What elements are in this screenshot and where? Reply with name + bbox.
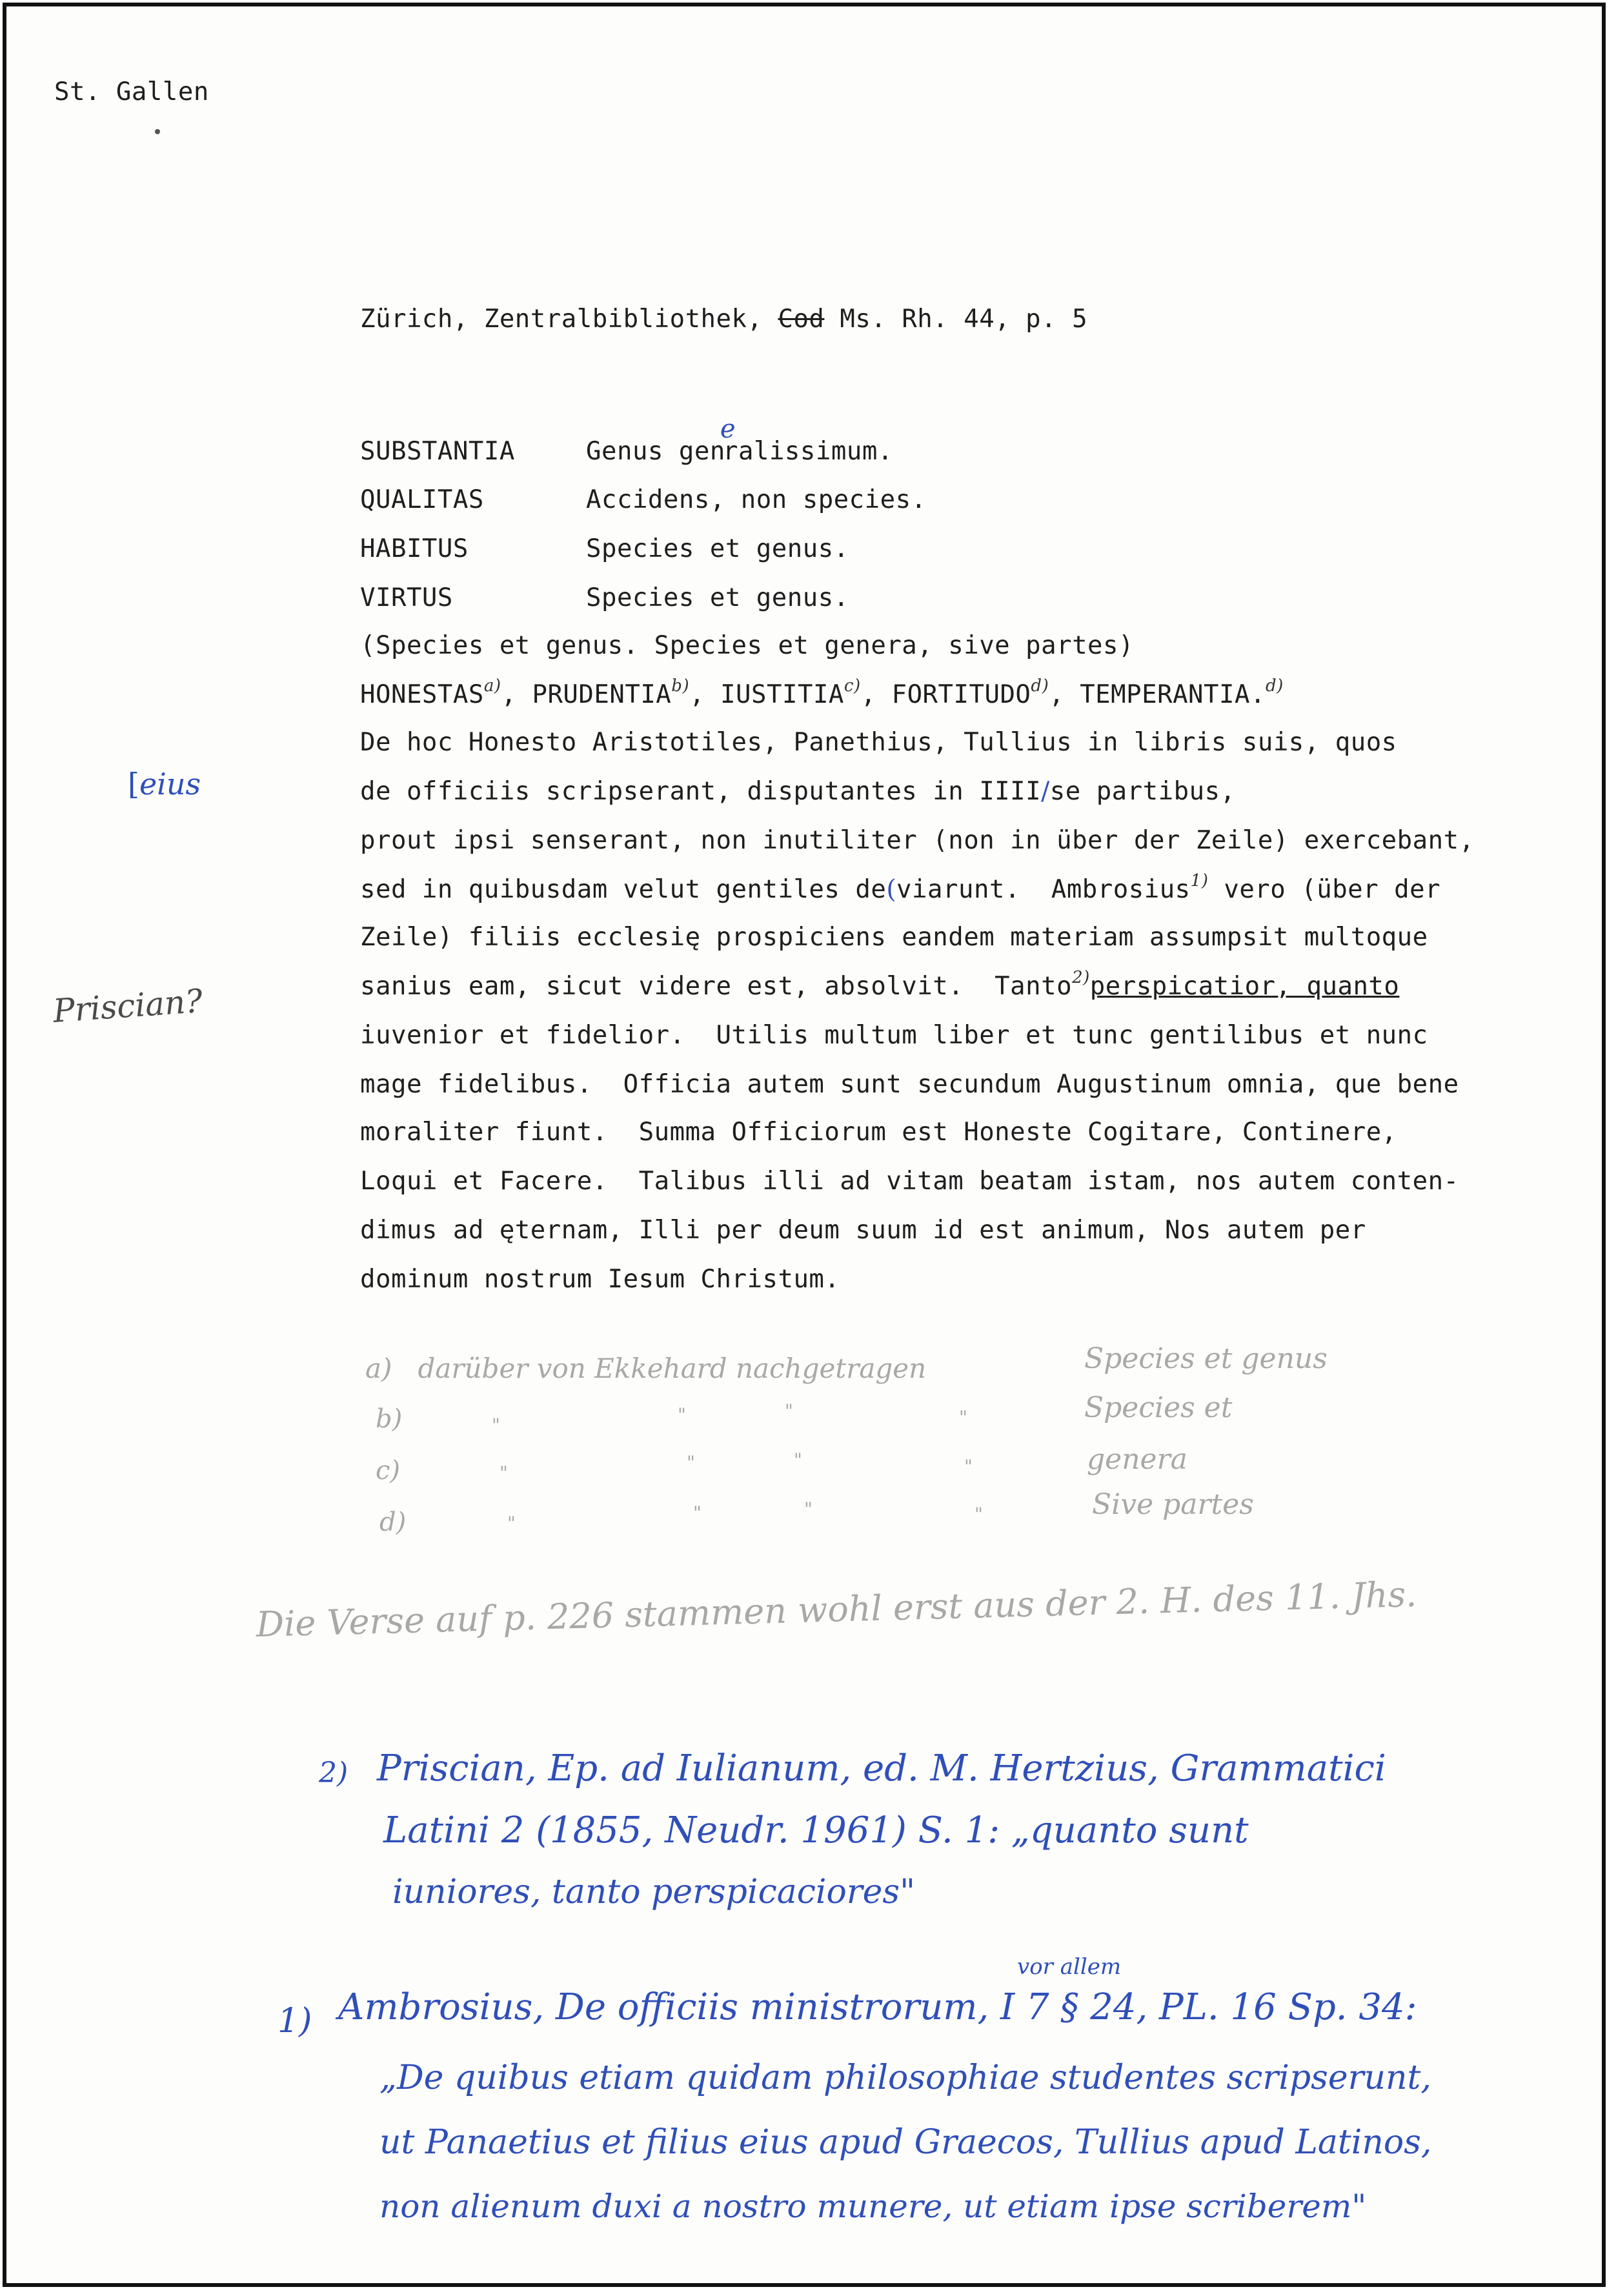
footnote-1-line: Ambrosius, De officiis ministrorum, I 7 § 24, PL. 16 Sp. 34: <box>338 1986 1417 2028</box>
ditto-mark: " <box>500 1462 508 1484</box>
correction-mark: e <box>720 414 736 444</box>
pencil-note-d: d) <box>379 1507 407 1537</box>
pencil-value-a: Species et genus <box>1084 1342 1328 1375</box>
pencil-note-b: b) <box>376 1404 403 1434</box>
parenthetical-line: (Species et genus. Species et genera, sive partes) <box>360 631 1134 660</box>
footnote-2-line: Latini 2 (1855, Neudr. 1961) S. 1: „quanto sunt <box>383 1809 1249 1851</box>
footnote-2-line: iuniores, tanto perspicaciores" <box>392 1873 915 1911</box>
ditto-mark: " <box>964 1456 973 1477</box>
footnote-1-label: 1) <box>278 2002 312 2040</box>
body-line: de officiis scripserant, disputantes in IIII/se partibus, <box>360 777 1236 806</box>
body-line: dominum nostrum Iesum Christum. <box>360 1265 840 1294</box>
body-line: prout ipsi senserant, non inutiliter (non in über der Zeile) exercebant, <box>360 826 1475 855</box>
margin-note-priscian: Priscian? <box>52 982 204 1031</box>
pencil-note-a: a) darüber von Ekkehard nachgetragen <box>365 1353 927 1384</box>
ditto-mark: " <box>693 1502 702 1524</box>
body-line: sanius eam, sicut videre est, absolvit. Tanto$^{2)}$perspicatior, quanto <box>360 968 1400 1001</box>
library-label: St. Gallen <box>54 77 209 106</box>
ditto-mark: " <box>492 1415 500 1436</box>
category-row: SUBSTANTIA Genus generalissimum. <box>360 414 893 466</box>
body-line: Zeile) filiis ecclesię prospiciens eandem materiam assumpsit multoque <box>360 923 1428 952</box>
category-row: HABITUS Species et genus. <box>360 534 849 563</box>
ditto-mark: " <box>959 1407 967 1428</box>
virtues-line: HONESTAS$^{a)}$, PRUDENTIA$^{b)}$, IUSTITIA$^{c)}$, FORTITUDO$^{d)}$, TEMPERANTIA.$^{d)}$ <box>360 676 1284 709</box>
body-line: dimus ad ęternam, Illi per deum suum id est animum, Nos autem per <box>360 1216 1366 1245</box>
margin-note-eius: [eius <box>128 767 201 801</box>
pencil-note-c: c) <box>376 1456 401 1485</box>
category-row: QUALITAS Accidens, non species. <box>360 485 927 514</box>
pencil-verse-note: Die Verse auf p. 226 stammen wohl erst aus der 2. H. des 11. Jhs. <box>256 1573 1418 1645</box>
footnote-2-line: Priscian, Ep. ad Iulianum, ed. M. Hertzius, Grammatici <box>377 1747 1386 1789</box>
ditto-mark: " <box>804 1498 813 1520</box>
ditto-mark: " <box>975 1504 983 1525</box>
pencil-value-b: Species et <box>1084 1391 1233 1424</box>
struck-word: Cod <box>778 305 825 334</box>
ditto-mark: " <box>507 1513 516 1534</box>
body-line: sed in quibusdam velut gentiles de(viarunt. Ambrosius$^{1)}$ vero (über der <box>360 871 1441 904</box>
footnote-1-line: non alienum duxi a nostro munere, ut etiam ipse scriberem" <box>379 2188 1367 2225</box>
body-line: moraliter fiunt. Summa Officiorum est Honeste Cogitare, Continere, <box>360 1118 1397 1147</box>
ditto-mark: " <box>687 1452 695 1473</box>
body-line: De hoc Honesto Aristotiles, Panethius, Tullius in libris suis, quos <box>360 728 1397 757</box>
body-line: mage fidelibus. Officia autem sunt secundum Augustinum omnia, que bene <box>360 1070 1459 1099</box>
footnote-1-line: „De quibus etiam quidam philosophiae studentes scripserunt, <box>379 2059 1431 2097</box>
pencil-value-d: Sive partes <box>1092 1488 1254 1521</box>
body-line: Loqui et Facere. Talibus illi ad vitam beatam istam, nos autem conten- <box>360 1167 1459 1196</box>
ditto-mark: " <box>678 1404 686 1425</box>
ink-dot <box>155 129 160 134</box>
category-row: VIRTUS Species et genus. <box>360 583 849 612</box>
footnote-1-insert: vor allem <box>1017 1954 1122 1980</box>
footnote-2-label: 2) <box>319 1757 348 1789</box>
ditto-mark: " <box>794 1449 802 1471</box>
document-page <box>3 3 1606 2287</box>
pencil-value-c: genera <box>1087 1443 1187 1476</box>
body-line: iuvenior et fidelior. Utilis multum liber et tunc gentilibus et nunc <box>360 1021 1428 1050</box>
ditto-mark: " <box>785 1400 793 1422</box>
manuscript-title: Zürich, Zentralbibliothek, Cod Ms. Rh. 44, p. 5 <box>360 305 1088 334</box>
footnote-1-line: ut Panaetius et filius eius apud Graecos, Tullius apud Latinos, <box>379 2123 1432 2162</box>
